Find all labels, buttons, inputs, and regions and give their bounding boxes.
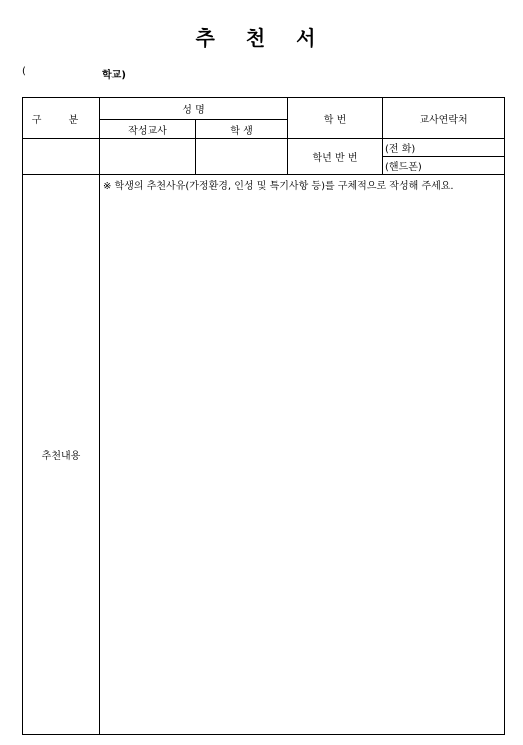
student-name-field[interactable] — [196, 139, 288, 175]
school-bracket: ( — [22, 66, 26, 77]
school-label: 학교) — [102, 70, 126, 81]
class-number-field[interactable]: 학년 반 번 — [288, 139, 383, 175]
mobile-field[interactable]: (핸드폰) — [383, 157, 505, 175]
teacher-contact-header: 교사연락처 — [383, 98, 505, 139]
school-line — [22, 66, 222, 82]
category-cell — [23, 139, 100, 175]
name-header: 성 명 — [100, 98, 288, 120]
student-header: 학 생 — [196, 120, 288, 139]
content-note: ※ 학생의 추천사유(가정환경, 인성 및 특기사항 등)를 구체적으로 작성해 주세요. — [103, 181, 454, 192]
category-header: 구 분 — [23, 98, 100, 139]
student-id-header: 학 번 — [288, 98, 383, 139]
teacher-name-field[interactable] — [100, 139, 196, 175]
document-title: 추 천 서 — [195, 26, 328, 50]
content-field[interactable] — [100, 175, 505, 735]
content-label: 추천내용 — [23, 175, 100, 735]
teacher-header: 작성교사 — [100, 120, 196, 139]
recommendation-form-table — [22, 97, 505, 735]
phone-field[interactable]: (전 화) — [383, 139, 505, 157]
